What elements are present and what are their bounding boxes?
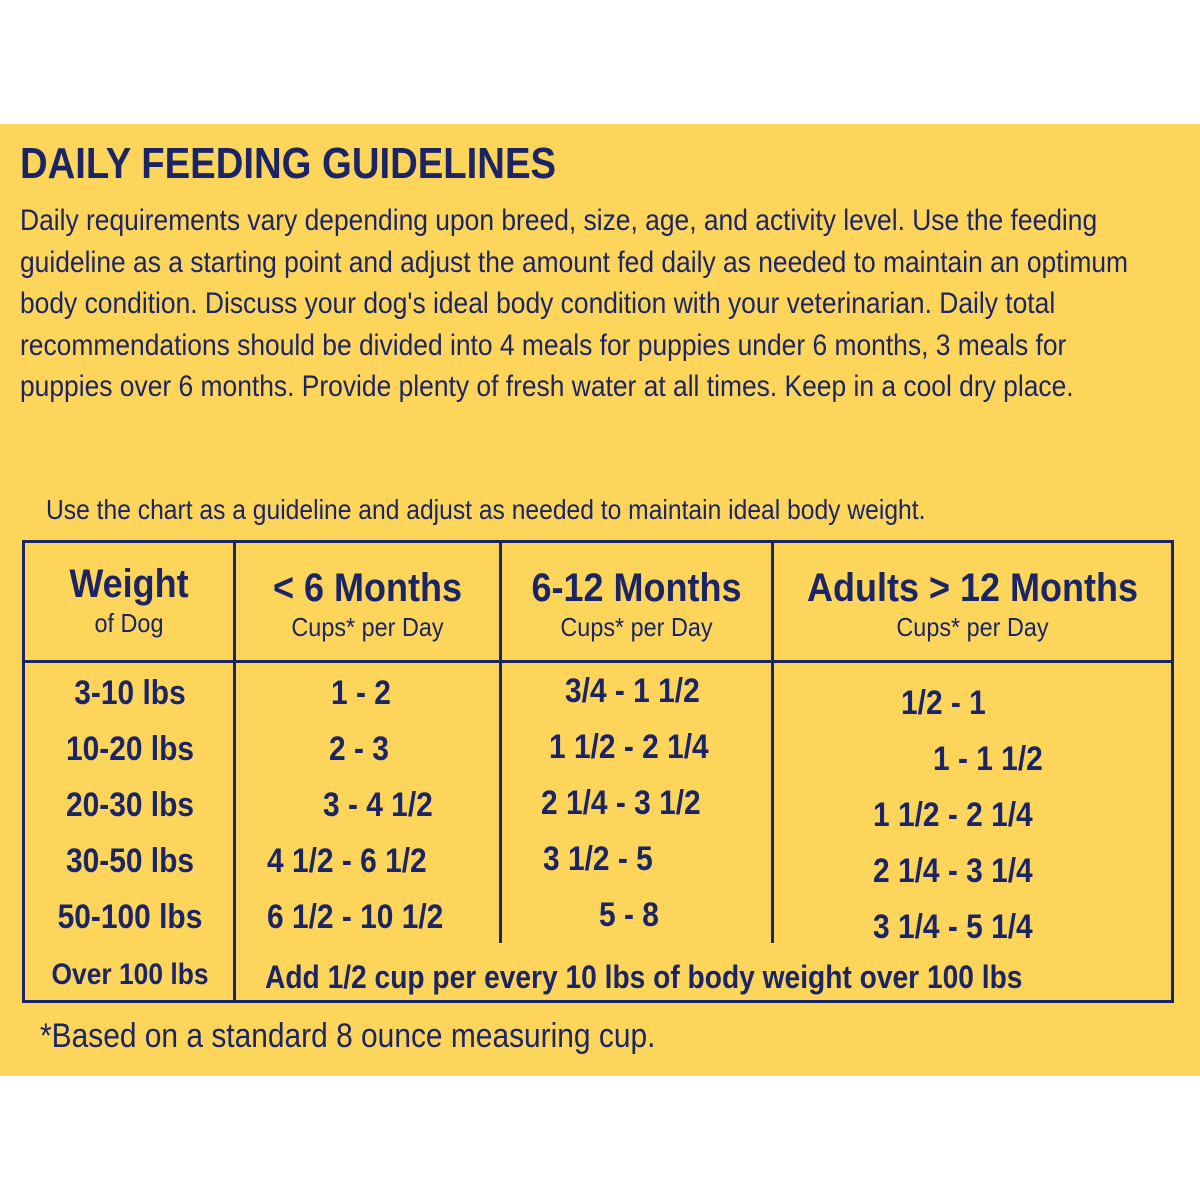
feeding-table [22, 540, 1174, 1003]
under-6-cell: 2 - 3 [329, 730, 389, 768]
header-adults-main: Adults > 12 Months [806, 566, 1139, 610]
header-weight-sub: of Dog [94, 608, 164, 638]
6-12-cell: 2 1/4 - 3 1/2 [541, 784, 701, 822]
header-adults-sub: Cups* per Day [896, 612, 1049, 642]
adult-cell: 1 - 1 1/2 [933, 740, 1043, 778]
weight-cell: 10-20 lbs [65, 730, 195, 768]
weight-cell: 20-30 lbs [65, 786, 195, 824]
page-title: DAILY FEEDING GUIDELINES [20, 139, 557, 188]
header-adults [774, 565, 1171, 643]
weight-cell: 3-10 lbs [74, 674, 186, 712]
intro-paragraph: Daily requirements vary depending upon breed, size, age, and activity level. Use the feeding guideline as a starting point and adjust the amount fed daily as needed to maintain an optimum body condition. Discuss your dog's ideal body condition with your veterinarian. Daily total recommendations should be divided into 4 meals for puppies under 6 months, 3 meals for puppies over 6 months. Provide plenty of fresh water at all times. Keep in a cool dry place. [20, 204, 1129, 404]
6-12-cell: 1 1/2 - 2 1/4 [549, 728, 709, 766]
6-12-cell: 5 - 8 [599, 896, 659, 934]
feeding-guidelines-panel [0, 124, 1200, 1076]
6-12-cell: 3 1/2 - 5 [543, 840, 653, 878]
over-100-note: Add 1/2 cup per every 10 lbs of body weight over 100 lbs [265, 959, 1023, 995]
weight-cell: 50-100 lbs [57, 898, 203, 936]
header-under-6-main: < 6 Months [272, 566, 463, 610]
adult-cell: 2 1/4 - 3 1/4 [873, 852, 1033, 890]
header-6-12-months [502, 565, 771, 643]
under-6-cell: 1 - 2 [331, 674, 391, 712]
header-6-12-sub: Cups* per Day [560, 612, 713, 642]
adult-cell: 1/2 - 1 [901, 684, 986, 722]
header-divider [25, 660, 1171, 663]
adult-cell: 3 1/4 - 5 1/4 [873, 908, 1033, 946]
footnote: *Based on a standard 8 ounce measuring cup. [40, 1017, 656, 1055]
weight-cell: 30-50 lbs [65, 842, 195, 880]
header-6-12-main: 6-12 Months [531, 566, 742, 610]
header-weight [25, 561, 233, 639]
adult-cell: 1 1/2 - 2 1/4 [873, 796, 1033, 834]
under-6-cell: 4 1/2 - 6 1/2 [267, 842, 427, 880]
6-12-cell: 3/4 - 1 1/2 [565, 672, 700, 710]
weight-cell-over-100: Over 100 lbs [51, 958, 209, 991]
header-under-6-months [236, 565, 499, 643]
under-6-cell: 3 - 4 1/2 [323, 786, 433, 824]
chart-note: Use the chart as a guideline and adjust as needed to maintain ideal body weight. [46, 494, 926, 525]
header-under-6-sub: Cups* per Day [291, 612, 444, 642]
under-6-cell: 6 1/2 - 10 1/2 [267, 898, 444, 936]
header-weight-main: Weight [69, 562, 189, 606]
